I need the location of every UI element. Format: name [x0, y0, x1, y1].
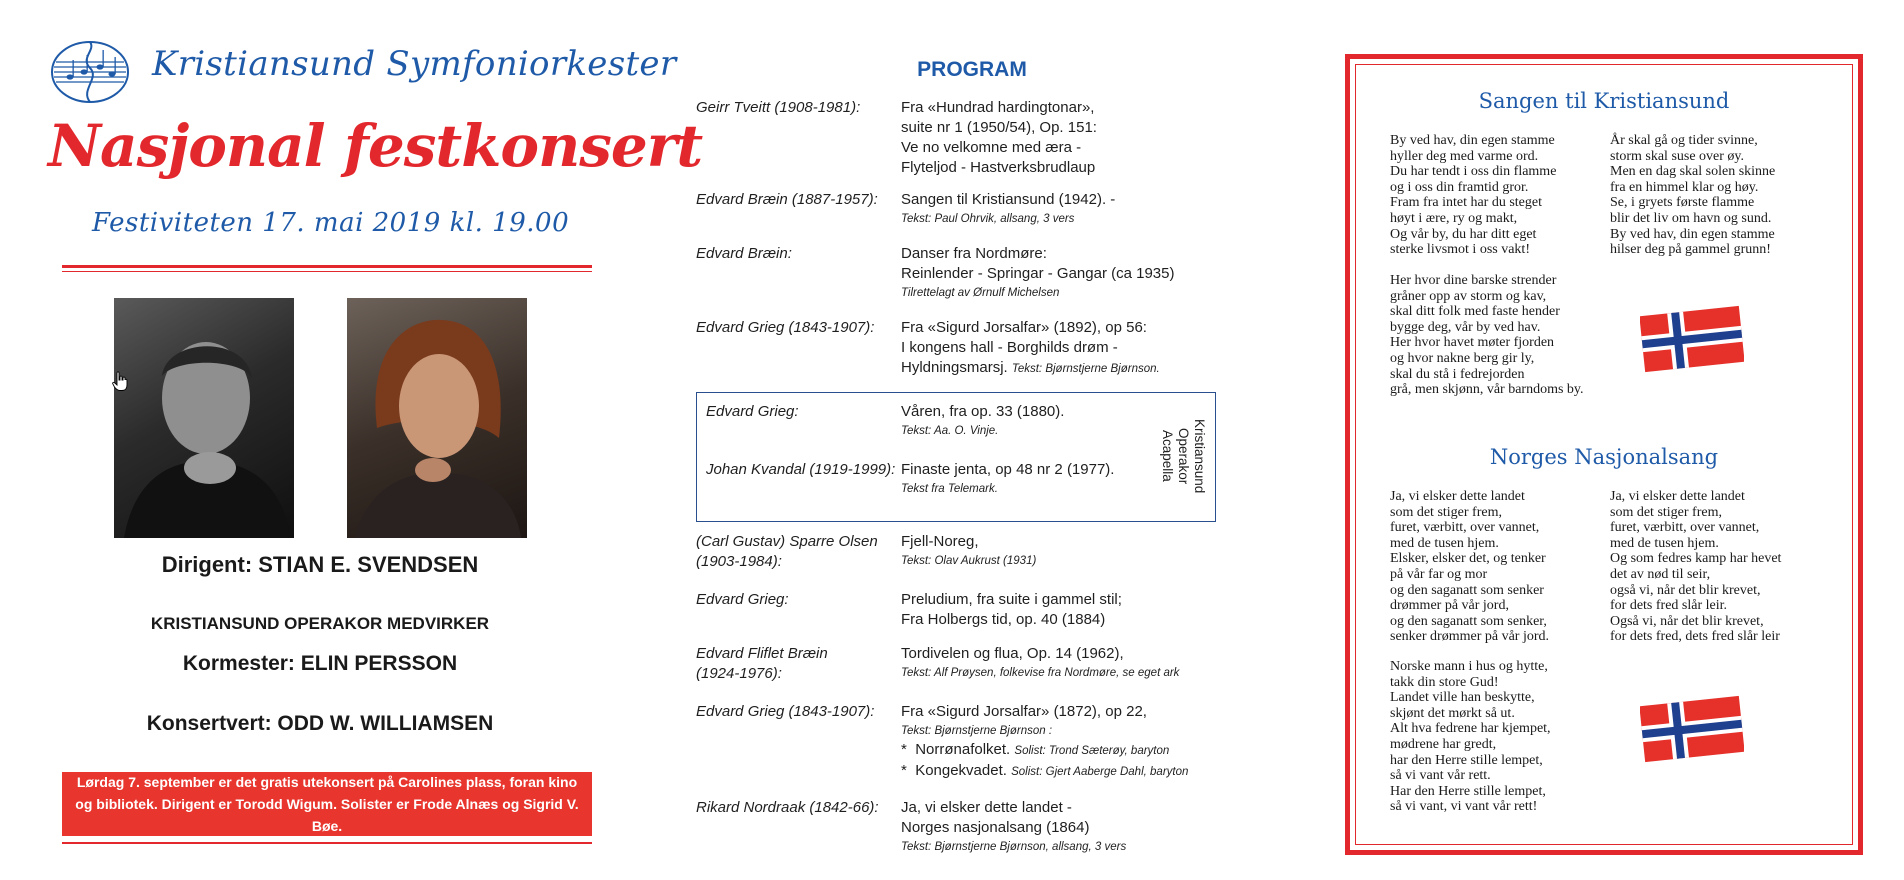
work-line: Flyteljod - Hastverksbrudlaup [901, 159, 1096, 176]
composer: Edvard Bræin (1887-1957): [696, 191, 878, 208]
composer: Rikard Nordraak (1842-66): [696, 799, 879, 816]
red-divider-top-thin [62, 271, 592, 272]
program-heading: PROGRAM [917, 58, 1027, 81]
composer-line: (1924-1976): [696, 665, 782, 682]
work-line: Sangen til Kristiansund (1942). - [901, 191, 1116, 208]
conductor-credit: Dirigent: STIAN E. SVENDSEN [161, 552, 479, 577]
text-credit: Tekst: Olav Aukrust (1931) [901, 555, 1037, 567]
work-line: Finaste jenta, op 48 nr 2 (1977). [901, 461, 1115, 478]
work [901, 532, 1221, 570]
lyrics-verse: År skal gå og tider svinne, storm skal suse over øy. Men en dag skal solen skinne fra en himmel klar og høy. Se, i gryets første flamme blir det liv om havn og sund. By ved hav, din egen stamme hilser deg på gammel grunn! [1610, 133, 1776, 258]
lyrics-verse: Ja, vi elsker dette landet som det stiger frem, furet, værbitt, over vannet, med de tusen hjem. Og som fedres kamp har hevet det av nød til seir, også vi, når det blir krevet, for dets fred slår leir. Også vi, når det blir krevet, for dets fred, dets fred slår leir [1610, 489, 1782, 645]
outdoor-concert-notice: Lørdag 7. september er det gratis utekonsert på Carolines plass, foran kino og bibliotek. Dirigent er Torodd Wigum. Solister er Frode Alnæs og Sigrid V. Bøe. [62, 772, 592, 836]
work [901, 402, 1221, 440]
work-line: Fra «Sigurd Jorsalfar» (1892), op 56: [901, 319, 1147, 336]
work [901, 798, 1221, 856]
song-title-kristiansund: Sangen til Kristiansund [1478, 89, 1730, 113]
work-line: Reinlender - Springar - Gangar (ca 1935) [901, 265, 1175, 282]
orchestra-name: Kristiansund Symfoniorkester [152, 44, 677, 84]
work-line: Norges nasjonalsang (1864) [901, 819, 1090, 836]
concert-date: Festiviteten 17. mai 2019 kl. 19.00 [92, 208, 570, 238]
composer: Edvard Grieg (1843-1907): [696, 703, 875, 720]
composer-line: (Carl Gustav) Sparre Olsen [696, 533, 878, 550]
text-credit: Tekst: Bjørnstjerne Bjørnson, allsang, 3 vers [901, 841, 1127, 853]
work-line: Fra «Sigurd Jorsalfar» (1872), op 22, [901, 703, 1147, 720]
work-line: Ve no velkomne med æra - [901, 139, 1082, 156]
work-line: Danser fra Nordmøre: [901, 245, 1047, 262]
text-credit: Tekst: Aa. O. Vinje. [901, 425, 999, 437]
text-credit: Tekst: Bjørnstjerne Bjørnson. [1011, 363, 1160, 375]
composer: Edvard Grieg: [706, 403, 799, 420]
work-line: Tordivelen og flua, Op. 14 (1962), [901, 645, 1124, 662]
choirmaster-photo [347, 298, 527, 538]
bullet-symbol: * [901, 741, 907, 758]
work [901, 590, 1221, 630]
text-credit: Tekst: Bjørnstjerne Bjørnson : [901, 725, 1053, 737]
work-line: Fra Holbergs tid, op. 40 (1884) [901, 611, 1106, 628]
composer: Edvard Grieg (1843-1907): [696, 319, 875, 336]
work [901, 190, 1221, 228]
work-line: Fjell-Noreg, [901, 533, 979, 550]
composer: Johan Kvandal (1919-1999): [706, 461, 896, 478]
song-lyrics-sheet [1345, 54, 1863, 855]
choirmaster-credit: Kormester: ELIN PERSSON [182, 652, 458, 675]
choir-box-label-line: Kristiansund [1192, 418, 1207, 494]
music-logo-icon [50, 38, 130, 106]
composer-line: (1903-1984): [696, 553, 782, 570]
concert-poster [0, 0, 703, 880]
lyrics-verse: Norske mann i hus og hytte, takk din store Gud! Landet ville han beskytte, skjønt det mørkt så ut. Alt hva fedrene har kjempet, mødrene har gredt, har den Herre stille lempet, så vi vant vår rett. Har den Herre stille lempet, så vi vant, vi vant vår rett! [1390, 659, 1551, 815]
text-credit: Tekst: Alf Prøysen, folkevise fra Nordmøre, se eget ark [901, 667, 1180, 679]
composer: Geirr Tveitt (1908-1981): [696, 99, 861, 116]
work-line: Fra «Hundrad hardingtonar», [901, 99, 1095, 116]
work [901, 318, 1221, 379]
composer [696, 532, 896, 572]
red-divider-top [62, 265, 592, 268]
lyrics-verse: Ja, vi elsker dette landet som det stiger frem, furet, værbitt, over vannet, med de tusen hjem. Elsker, elsker det, og tenker på vår far og mor og den saganatt som senker drømmer på vår jord, og den saganatt som senker, senker drømmer på vår jord. [1390, 489, 1549, 645]
composer: Edvard Grieg: [696, 591, 789, 608]
work-line: Våren, fra op. 33 (1880). [901, 403, 1065, 420]
norwegian-flag-icon [1640, 305, 1744, 373]
work-line: Preludium, fra suite i gammel stil; [901, 591, 1122, 608]
concert-title: Nasjonal festkonsert [48, 112, 703, 180]
work [901, 244, 1221, 302]
bullet-item [901, 740, 1241, 761]
work [901, 644, 1221, 682]
work-line [901, 358, 1221, 379]
bullet-symbol: * [901, 762, 907, 779]
conductor-photo [114, 298, 294, 538]
lyrics-verse: Her hvor dine barske strender gråner opp av storm og kav, skal ditt folk med faste hender bygge deg, vår by ved hav. Her hvor havet møter fjorden og hvor nakne berg gir ly, skal du stå i fedrejorden grå, men skjønn, vår barndoms by. [1390, 273, 1584, 398]
choir-credit: KRISTIANSUND OPERAKOR MEDVIRKER [150, 614, 490, 633]
composer [696, 644, 896, 684]
program-list [690, 0, 1230, 880]
red-divider-bottom [62, 842, 592, 844]
choir-box-label-line: Operakor [1176, 427, 1191, 485]
piece-title: Kongekvadet. [915, 762, 1007, 779]
hand-cursor-icon [112, 371, 128, 391]
piece-title: Norrønafolket. [915, 741, 1011, 758]
arranger-credit: Tilrettelagt av Ørnulf Michelsen [901, 287, 1060, 299]
song-title-nasjonalsang: Norges Nasjonalsang [1489, 445, 1719, 469]
work [901, 98, 1221, 178]
soloist-credit: Solist: Gjert Aaberge Dahl, baryton [1011, 766, 1189, 778]
work-line: suite nr 1 (1950/54), Op. 151: [901, 119, 1097, 136]
bullet-item [901, 761, 1241, 782]
work-line-text: Hyldningsmarsj. [901, 359, 1008, 376]
text-credit: Tekst fra Telemark. [901, 483, 998, 495]
composer: Edvard Bræin: [696, 245, 792, 262]
composer-line: Edvard Fliflet Bræin [696, 645, 828, 662]
text-credit: Tekst: Paul Ohrvik, allsang, 3 vers [901, 213, 1075, 225]
soloist-credit: Solist: Trond Sæterøy, baryton [1014, 745, 1170, 757]
work-line: I kongens hall - Borghilds drøm - [901, 339, 1118, 356]
lyrics-verse: By ved hav, din egen stamme hyller deg med varme ord. Du har tendt i oss din flamme og i oss din framtid gror. Fram fra intet har du steget høyt i ære, ry og makt, Og vår by, du har ditt eget sterke livsmot i oss vakt! [1390, 133, 1557, 258]
work [901, 702, 1241, 782]
work [901, 460, 1221, 498]
choir-box-label-line: Acapella [1160, 430, 1175, 482]
norwegian-flag-icon [1640, 695, 1744, 763]
work-line: Ja, vi elsker dette landet - [901, 799, 1072, 816]
host-credit: Konsertvert: ODD W. WILLIAMSEN [146, 712, 494, 735]
